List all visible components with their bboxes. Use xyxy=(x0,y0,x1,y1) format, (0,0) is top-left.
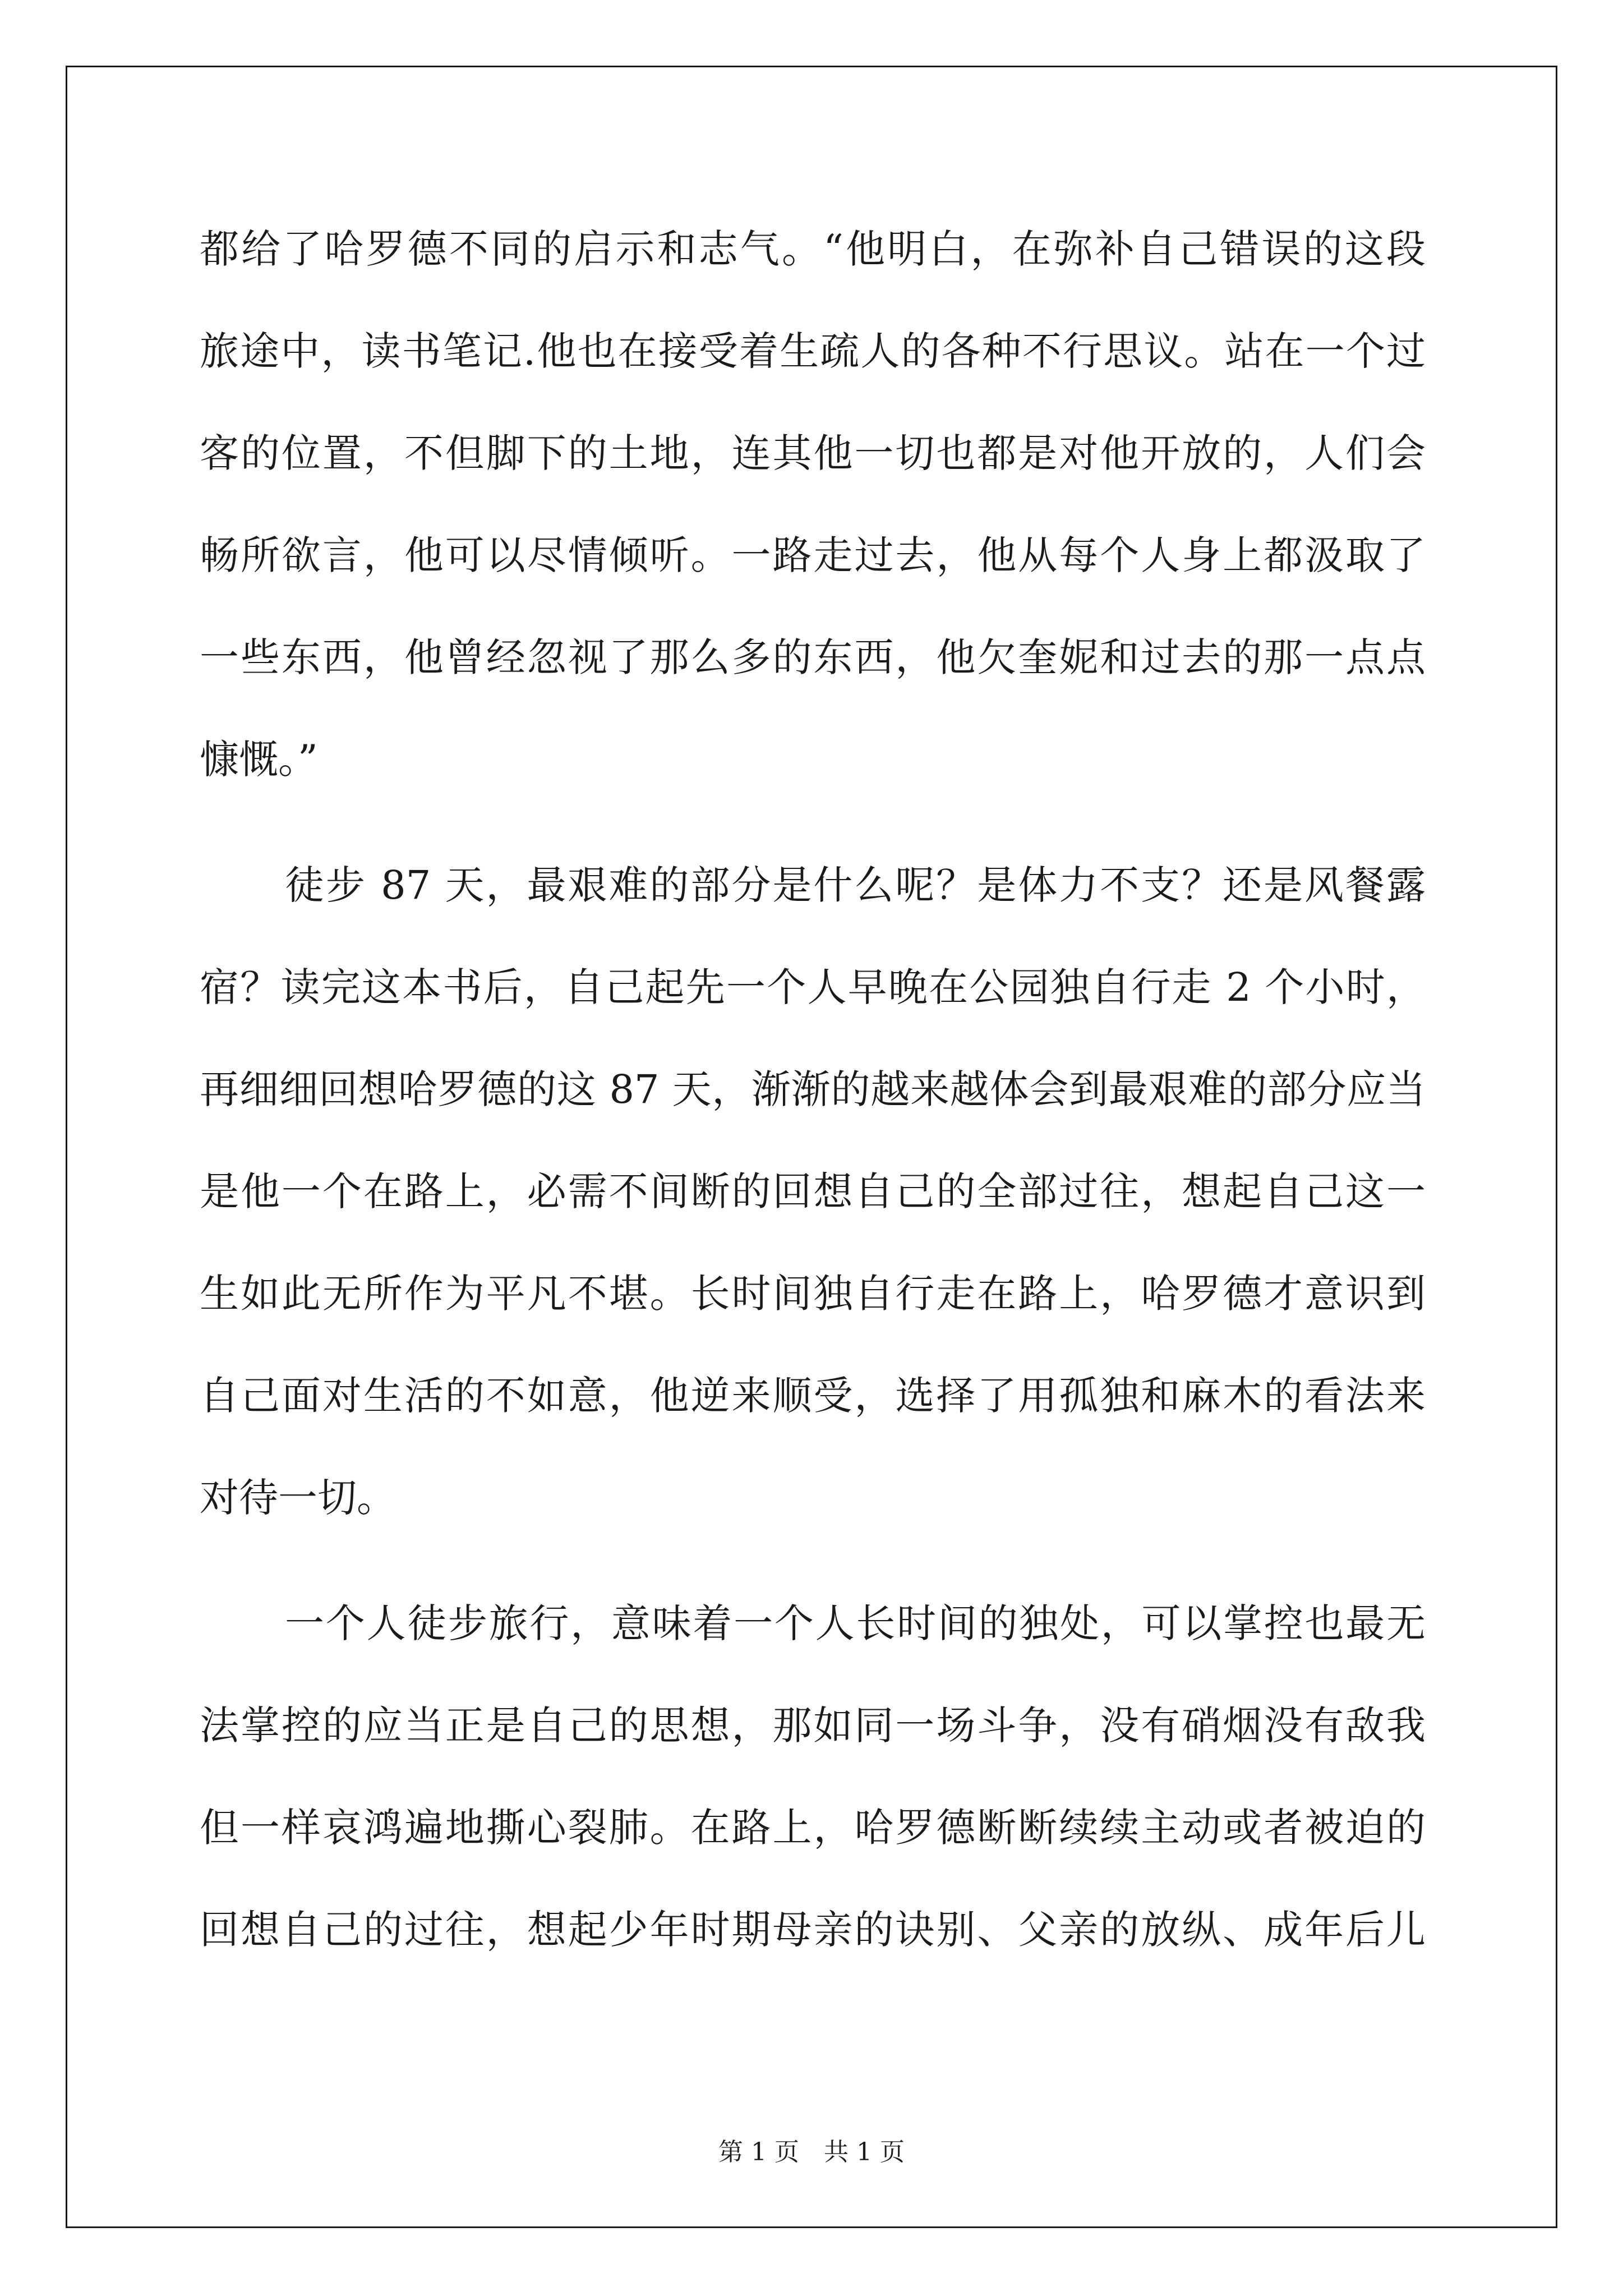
text-line: 宿？读完这本书后，自己起先一个人早晚在公园独自行走 2 个小时， xyxy=(200,964,1426,1010)
text-line: 一个人徒步旅行，意味着一个人长时间的独处，可以掌控也最无 xyxy=(285,1600,1426,1646)
text-line: 旅途中，读书笔记.他也在接受着生疏人的各种不行思议。站在一个过 xyxy=(200,328,1426,374)
text-line: 生如此无所作为平凡不堪。长时间独自行走在路上，哈罗德才意识到 xyxy=(200,1271,1426,1317)
text-line: 徒步 87 天，最艰难的部分是什么呢？是体力不支？还是风餐露 xyxy=(285,862,1426,908)
text-line: 是他一个在路上，必需不间断的回想自己的全部过往，想起自己这一 xyxy=(200,1168,1426,1214)
text-line: 对待一切。 xyxy=(200,1475,396,1521)
text-line: 慷慨。” xyxy=(200,737,318,783)
text-line: 法掌控的应当正是自己的思想，那如同一场斗争，没有硝烟没有敌我 xyxy=(200,1703,1426,1749)
page-footer: 第 1 页 共 1 页 xyxy=(718,2138,905,2166)
text-line: 回想自己的过往，想起少年时期母亲的诀别、父亲的放纵、成年后儿 xyxy=(200,1907,1426,1953)
text-line: 都给了哈罗德不同的启示和志气。“他明白，在弥补自己错误的这段 xyxy=(200,226,1426,272)
text-line: 再细细回想哈罗德的这 87 天，渐渐的越来越体会到最艰难的部分应当 xyxy=(200,1066,1426,1112)
text-line: 客的位置，不但脚下的土地，连其他一切也都是对他开放的，人们会 xyxy=(200,430,1426,476)
text-line: 但一样哀鸿遍地撕心裂肺。在路上，哈罗德断断续续主动或者被迫的 xyxy=(200,1805,1426,1851)
text-line: 畅所欲言，他可以尽情倾听。一路走过去，他从每个人身上都汲取了 xyxy=(200,532,1426,578)
text-line: 自己面对生活的不如意，他逆来顺受，选择了用孤独和麻木的看法来 xyxy=(200,1373,1426,1419)
text-line: 一些东西，他曾经忽视了那么多的东西，他欠奎妮和过去的那一点点 xyxy=(200,634,1426,680)
